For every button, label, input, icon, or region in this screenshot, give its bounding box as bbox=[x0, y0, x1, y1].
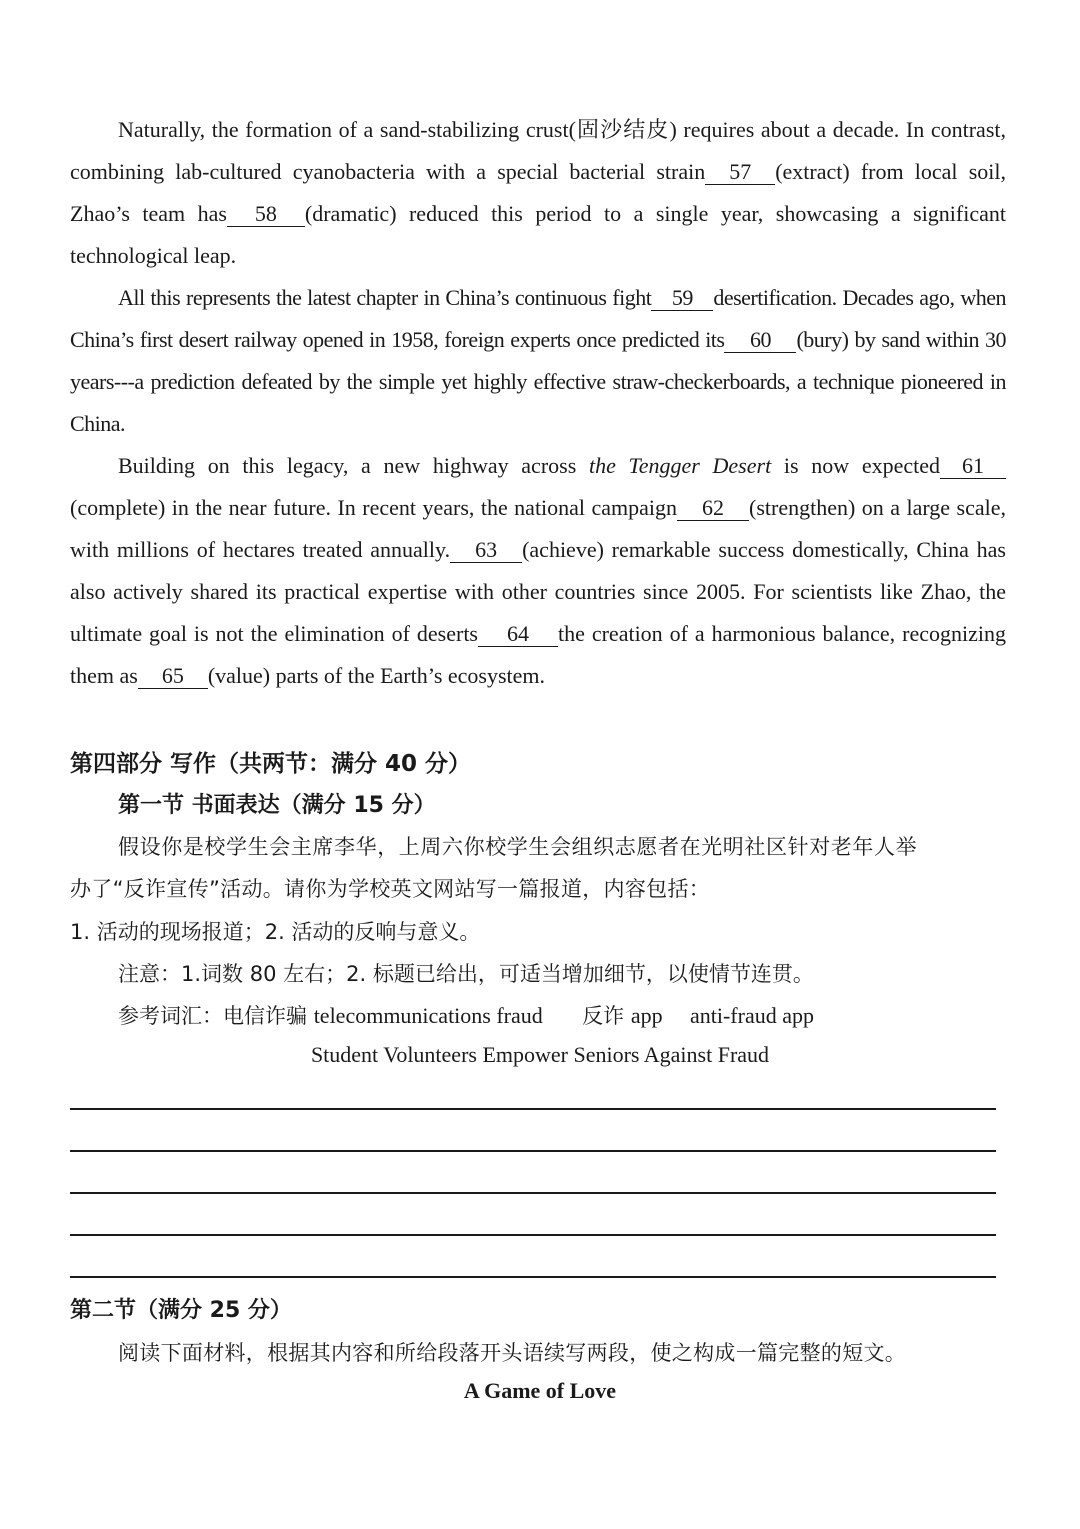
section-one-prompt-line-2: 办了“反诈宣传”活动。请你为学校英文网站写一篇报道，内容包括： bbox=[70, 877, 711, 901]
blank-63[interactable]: 63 bbox=[450, 538, 522, 563]
place-name: the Tengger Desert bbox=[588, 453, 772, 478]
passage-text: (strengthen) on a large scale, with millions of hectares treated annually. bbox=[70, 495, 1006, 562]
section-one-points: 1. 活动的现场报道；2. 活动的反响与意义。 bbox=[70, 920, 481, 944]
passage-text: (extract) from local soil, Zhao’s team has bbox=[70, 159, 1006, 226]
passage-paragraph-1 bbox=[70, 109, 1006, 277]
blank-59[interactable]: 59 bbox=[651, 286, 713, 311]
passage-paragraph-3 bbox=[70, 445, 1006, 697]
section-one-notes: 注意：1.词数 80 左右；2. 标题已给出，可适当增加细节，以使情节连贯。 bbox=[118, 962, 814, 986]
blank-60[interactable]: 60 bbox=[724, 328, 796, 353]
passage-text: Building on this legacy, a new highway across bbox=[118, 453, 589, 478]
section-two-heading: 第二节（满分 25 分） bbox=[70, 1298, 292, 1323]
blank-65[interactable]: 65 bbox=[138, 664, 208, 689]
blank-58[interactable]: 58 bbox=[227, 202, 305, 227]
blank-62[interactable]: 62 bbox=[677, 496, 749, 521]
section-one-prompt-line-1: 假设你是校学生会主席李华，上周六你校学生会组织志愿者在光明社区针对老年人举 bbox=[118, 835, 918, 859]
passage-text: is now expected bbox=[771, 453, 940, 478]
answer-line[interactable] bbox=[70, 1192, 996, 1194]
blank-61[interactable]: 61 bbox=[940, 454, 1006, 479]
essay-title: Student Volunteers Empower Seniors Against Fraud bbox=[310, 1042, 770, 1067]
passage-text: (achieve) remarkable success domestically, China has also actively shared its practical expertise with other countries since 2005. For scientists like Zhao, the ultimate goal is not the elimination of deserts bbox=[70, 537, 1006, 646]
passage-text: (value) parts of the Earth’s ecosystem. bbox=[207, 663, 546, 688]
vocab-label: 反诈 bbox=[582, 1004, 625, 1028]
answer-line[interactable] bbox=[70, 1108, 996, 1110]
passage-text: (dramatic) reduced this period to a single year, showcasing a significant technological leap. bbox=[70, 201, 1006, 268]
vocab-term: app bbox=[630, 1003, 663, 1028]
section-one-heading: 第一节 书面表达（满分 15 分） bbox=[118, 793, 436, 818]
vocab-term: telecommunications fraud bbox=[313, 1003, 543, 1028]
blank-64[interactable]: 64 bbox=[478, 622, 558, 647]
passage-text: the creation of a harmonious balance, recognizing them as bbox=[70, 621, 1006, 688]
passage-text: (complete) in the near future. In recent years, the national campaign bbox=[70, 495, 678, 520]
vocab-label: 参考词汇：电信诈骗 bbox=[118, 1004, 307, 1028]
passage-text: (bury) by sand within 30 years---a prediction defeated by the simple yet highly effective straw-checkerboards, a technique pioneered in China. bbox=[70, 327, 1006, 436]
story-title: A Game of Love bbox=[463, 1378, 617, 1403]
reference-vocabulary bbox=[118, 1000, 814, 1030]
passage-text: All this represents the latest chapter in China’s continuous fight bbox=[118, 285, 652, 310]
blank-57[interactable]: 57 bbox=[705, 160, 775, 185]
section-two-prompt: 阅读下面材料，根据其内容和所给段落开头语续写两段，使之构成一篇完整的短文。 bbox=[118, 1341, 907, 1365]
answer-line[interactable] bbox=[70, 1234, 996, 1236]
passage-paragraph-2 bbox=[70, 277, 1006, 445]
passage-text: desertification. Decades ago, when China’s first desert railway opened in 1958, foreign experts once predicted its bbox=[70, 285, 1006, 352]
vocab-term: anti-fraud app bbox=[689, 1003, 814, 1028]
answer-line[interactable] bbox=[70, 1276, 996, 1278]
answer-line[interactable] bbox=[70, 1150, 996, 1152]
part-four-heading: 第四部分 写作（共两节：满分 40 分） bbox=[70, 751, 472, 777]
passage-text: Naturally, the formation of a sand-stabilizing crust(固沙结皮) requires about a decade. In contrast, combining lab-cultured cyanobacteria with a special bacterial strain bbox=[70, 117, 1006, 184]
